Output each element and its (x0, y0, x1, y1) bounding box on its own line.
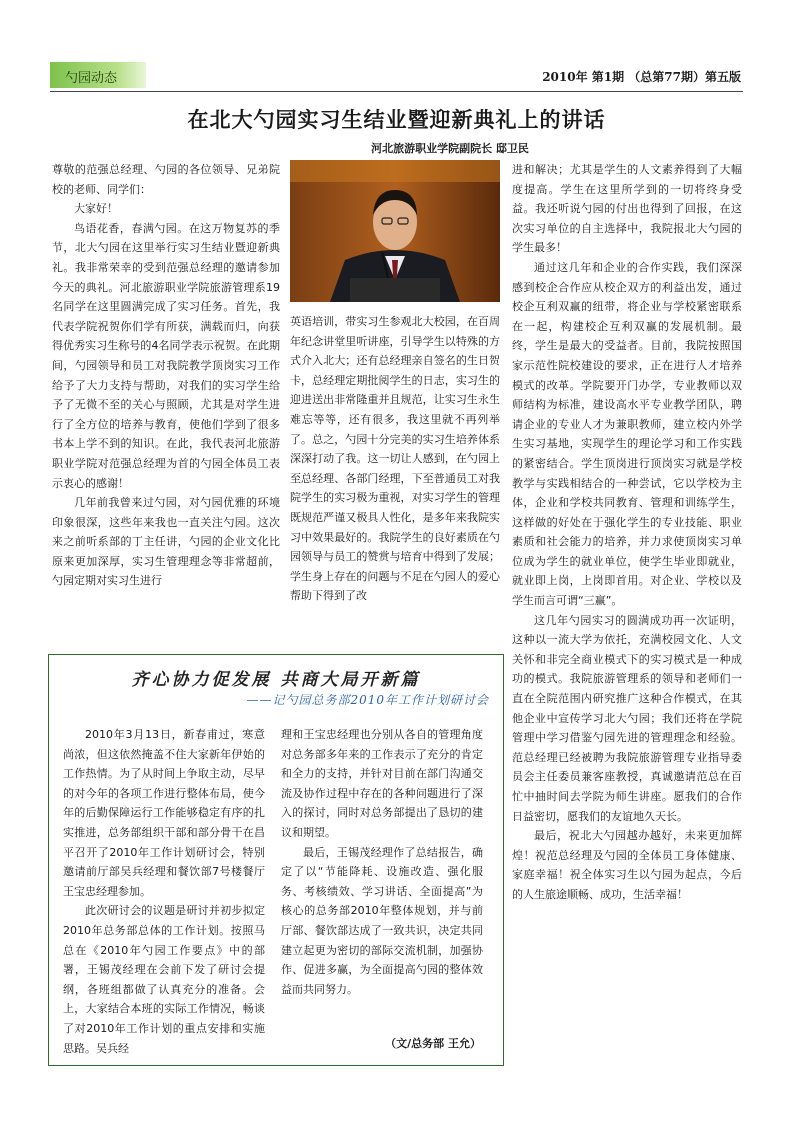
header-divider (50, 91, 743, 92)
paragraph: 鸟语花香，春满勺园。在这万物复苏的季节，北大勺园在这里举行实习生结业暨迎新典礼。我非常荣幸的受到范强总经理的邀请参加今天的典礼。河北旅游职业学院旅游管理系19名同学在这里圆满完成了实习任务。首先，我代表学院祝贺你们学有所获，满载而归，向获得优秀实习生称号的4名同学表示祝贺。在此期间，勺园领导和员工对我院教学顶岗实习工作给予了大力支持与帮助，对我们的实习学生给予了无微不至的关心与照顾，尤其是对学生进行了全方位的培养与教育，使他们学到了很多书本上学不到的知识。在此，我代表河北旅游职业学院对范强总经理为首的勺园全体员工表示衷心的感谢！ (52, 221, 280, 490)
paragraph: 理和王宝忠经理也分别从各自的管理角度对总务部多年来的工作表示了充分的肯定和全力的支持，并针对目前在部门沟通交流及协作过程中存在的各种问题进行了深入的探讨，同时对总务部提出了恳切的建议和期望。 (281, 728, 483, 839)
box-title: 齐心协力促发展 共商大局开新篇 (131, 670, 421, 690)
issue-info: 2010年 第1期 （总第77期）第五版 (542, 70, 741, 84)
paragraph: 通过这几年和企业的合作实践，我们深深感到校企合作应从校企双方的利益出发，通过校企互利双赢的纽带，将企业与学校紧密联系在一起，构建校企互利双赢的发展机制。最终，学生是最大的受益者。目前，我院按照国家示范性院校建设的要求，正在进行人才培养模式的改革。学院要开门办学，专业教师以双师结构为标准，建设高水平专业教学团队，聘请企业的专业人才为兼职教师，建立校内外学生实习基地，实现学生的理论学习和工作实践的紧密结合。学生顶岗进行顶岗实习就是学校教学与实践相结合的一种尝试，它以学校为主体，企业和学校共同教育、管理和训练学生，这样做的好处在于强化学生的专业技能、职业素质和社会能力的培养，并力求使顶岗实习单位成为学生的就业单位，使学生毕业即就业，就业即上岗，上岗即首用。对企业、学校以及学生而言可谓“三赢”。 (512, 260, 742, 608)
paragraph: 最后，祝北大勺园越办越好，未来更加辉煌！祝范总经理及勺园的全体员工身体健康、家庭幸福！祝全体实习生以勺园为起点，今后的人生旅途顺畅、成功，生活幸福！ (512, 829, 742, 901)
box-signature: （文/总务部 王允） (385, 1037, 481, 1050)
salutation: 尊敬的范强总经理、勺园的各位领导、兄弟院校的老师、同学们： (52, 163, 280, 196)
paragraph: 英语培训，带实习生参观北大校园，在百周年纪念讲堂里听讲座，引导学生以特殊的方式介入北大；还有总经理亲自签名的生日贺卡，总经理定期批阅学生的日志，实习生的迎进送出非常隆重并且规范，让实习生永生难忘等等，还有很多，我这里就不再列举了。总之，勺园十分完美的实习生培养体系深深打动了我。这一切让人感到，在勺园上至总经理、各部门经理，下至普通员工对我院学生的实习极为重视，对实习学生的管理既规范严谨又极具人性化，是多年来我院实习中效果最好的。我院学生的良好素质在勺园领导与员工的赞赏与培育中得到了发展；学生身上存在的问题与不足在勺园人的爱心帮助下得到了改 (290, 315, 500, 603)
box-column-1 (63, 725, 265, 1058)
paragraph: 这几年勺园实习的圆满成功再一次证明，这种以一流大学为依托，充满校园文化、人文关怀和非完全商业模式下的实习模式是一种成功的模式。我院旅游管理系的领导和老师们一直在全院范围内研究推广这种合作模式，在其他企业中宣传学习北大勺园；我们还将在学院管理中学习借鉴勺园先进的管理理念和经验。范总经理已经被聘为我院旅游管理专业指导委员会主任委员兼客座教授，真诚邀请范总在百忙中抽时间去学院为师生讲座。愿我们的合作日益密切，愿我们的友谊地久天长。 (512, 613, 742, 823)
box-subtitle: ——记勺园总务部2010年工作计划研讨会 (246, 693, 489, 707)
article-byline: 河北旅游职业学院副院长 邸卫民 (371, 142, 529, 155)
speaker-photo-illustration (290, 160, 500, 302)
article-column-3 (512, 160, 742, 905)
section-tag (50, 62, 146, 88)
article-title: 在北大勺园实习生结业暨迎新典礼上的讲话 (187, 107, 606, 132)
box-column-2 (281, 725, 483, 999)
speaker-photo (290, 160, 500, 302)
paragraph: 进和解决；尤其是学生的人文素养得到了大幅度提高。学生在这里所学到的一切将终身受益。我还听说勺园的付出也得到了回报，在这次实习单位的自主选择中，我院报北大勺园的学生最多！ (512, 163, 742, 255)
paragraph: 2010年3月13日，新春甫过，寒意尚浓，但这依然掩盖不住大家新年伊始的工作热情。为了从时间上争取主动，尽早的对今年的各项工作进行整体布局，使今年的后勤保障运行工作能够稳定有序的扎实推进，总务部组织干部和部分骨干在昌平召开了2010年工作计划研讨会，特别邀请前厅部吴兵经理和餐饮部7号楼餐厅王宝忠经理参加。 (63, 728, 265, 898)
article-column-1 (52, 160, 280, 591)
paragraph: 最后，王锡茂经理作了总结报告，确定了以“节能降耗、设施改造、强化服务、考核绩效、学习讲话、全面提高”为核心的总务部2010年整体规划，并与前厅部、餐饮部达成了一致共识，决定共同建立起更为密切的部际交流机制，加强协作、促进多赢，为全面提高勺园的整体效益而共同努力。 (281, 845, 483, 996)
greeting: 大家好！ (74, 202, 118, 216)
article-column-2 (290, 312, 500, 606)
news-box (48, 654, 504, 1066)
paragraph: 此次研讨会的议题是研讨并初步拟定2010年总务部总体的工作计划。按照马总在《2010年勺园工作要点》中的部署，王锡茂经理在会前下发了研讨会提纲，各班组都做了认真充分的准备。会上，大家结合本班的实际工作情况，畅谈了对2010年工作计划的重点安排和实施思路。吴兵经 (63, 904, 265, 1055)
section-tag-label: 勺园动态 (65, 71, 118, 86)
paragraph: 几年前我曾来过勺园，对勺园优雅的环境印象很深，这些年来我也一直关注勺园。这次来之前听系部的丁主任讲，勺园的企业文化比原来更加深厚，实习生管理理念等非常超前，勺园定期对实习生进行 (52, 496, 280, 588)
